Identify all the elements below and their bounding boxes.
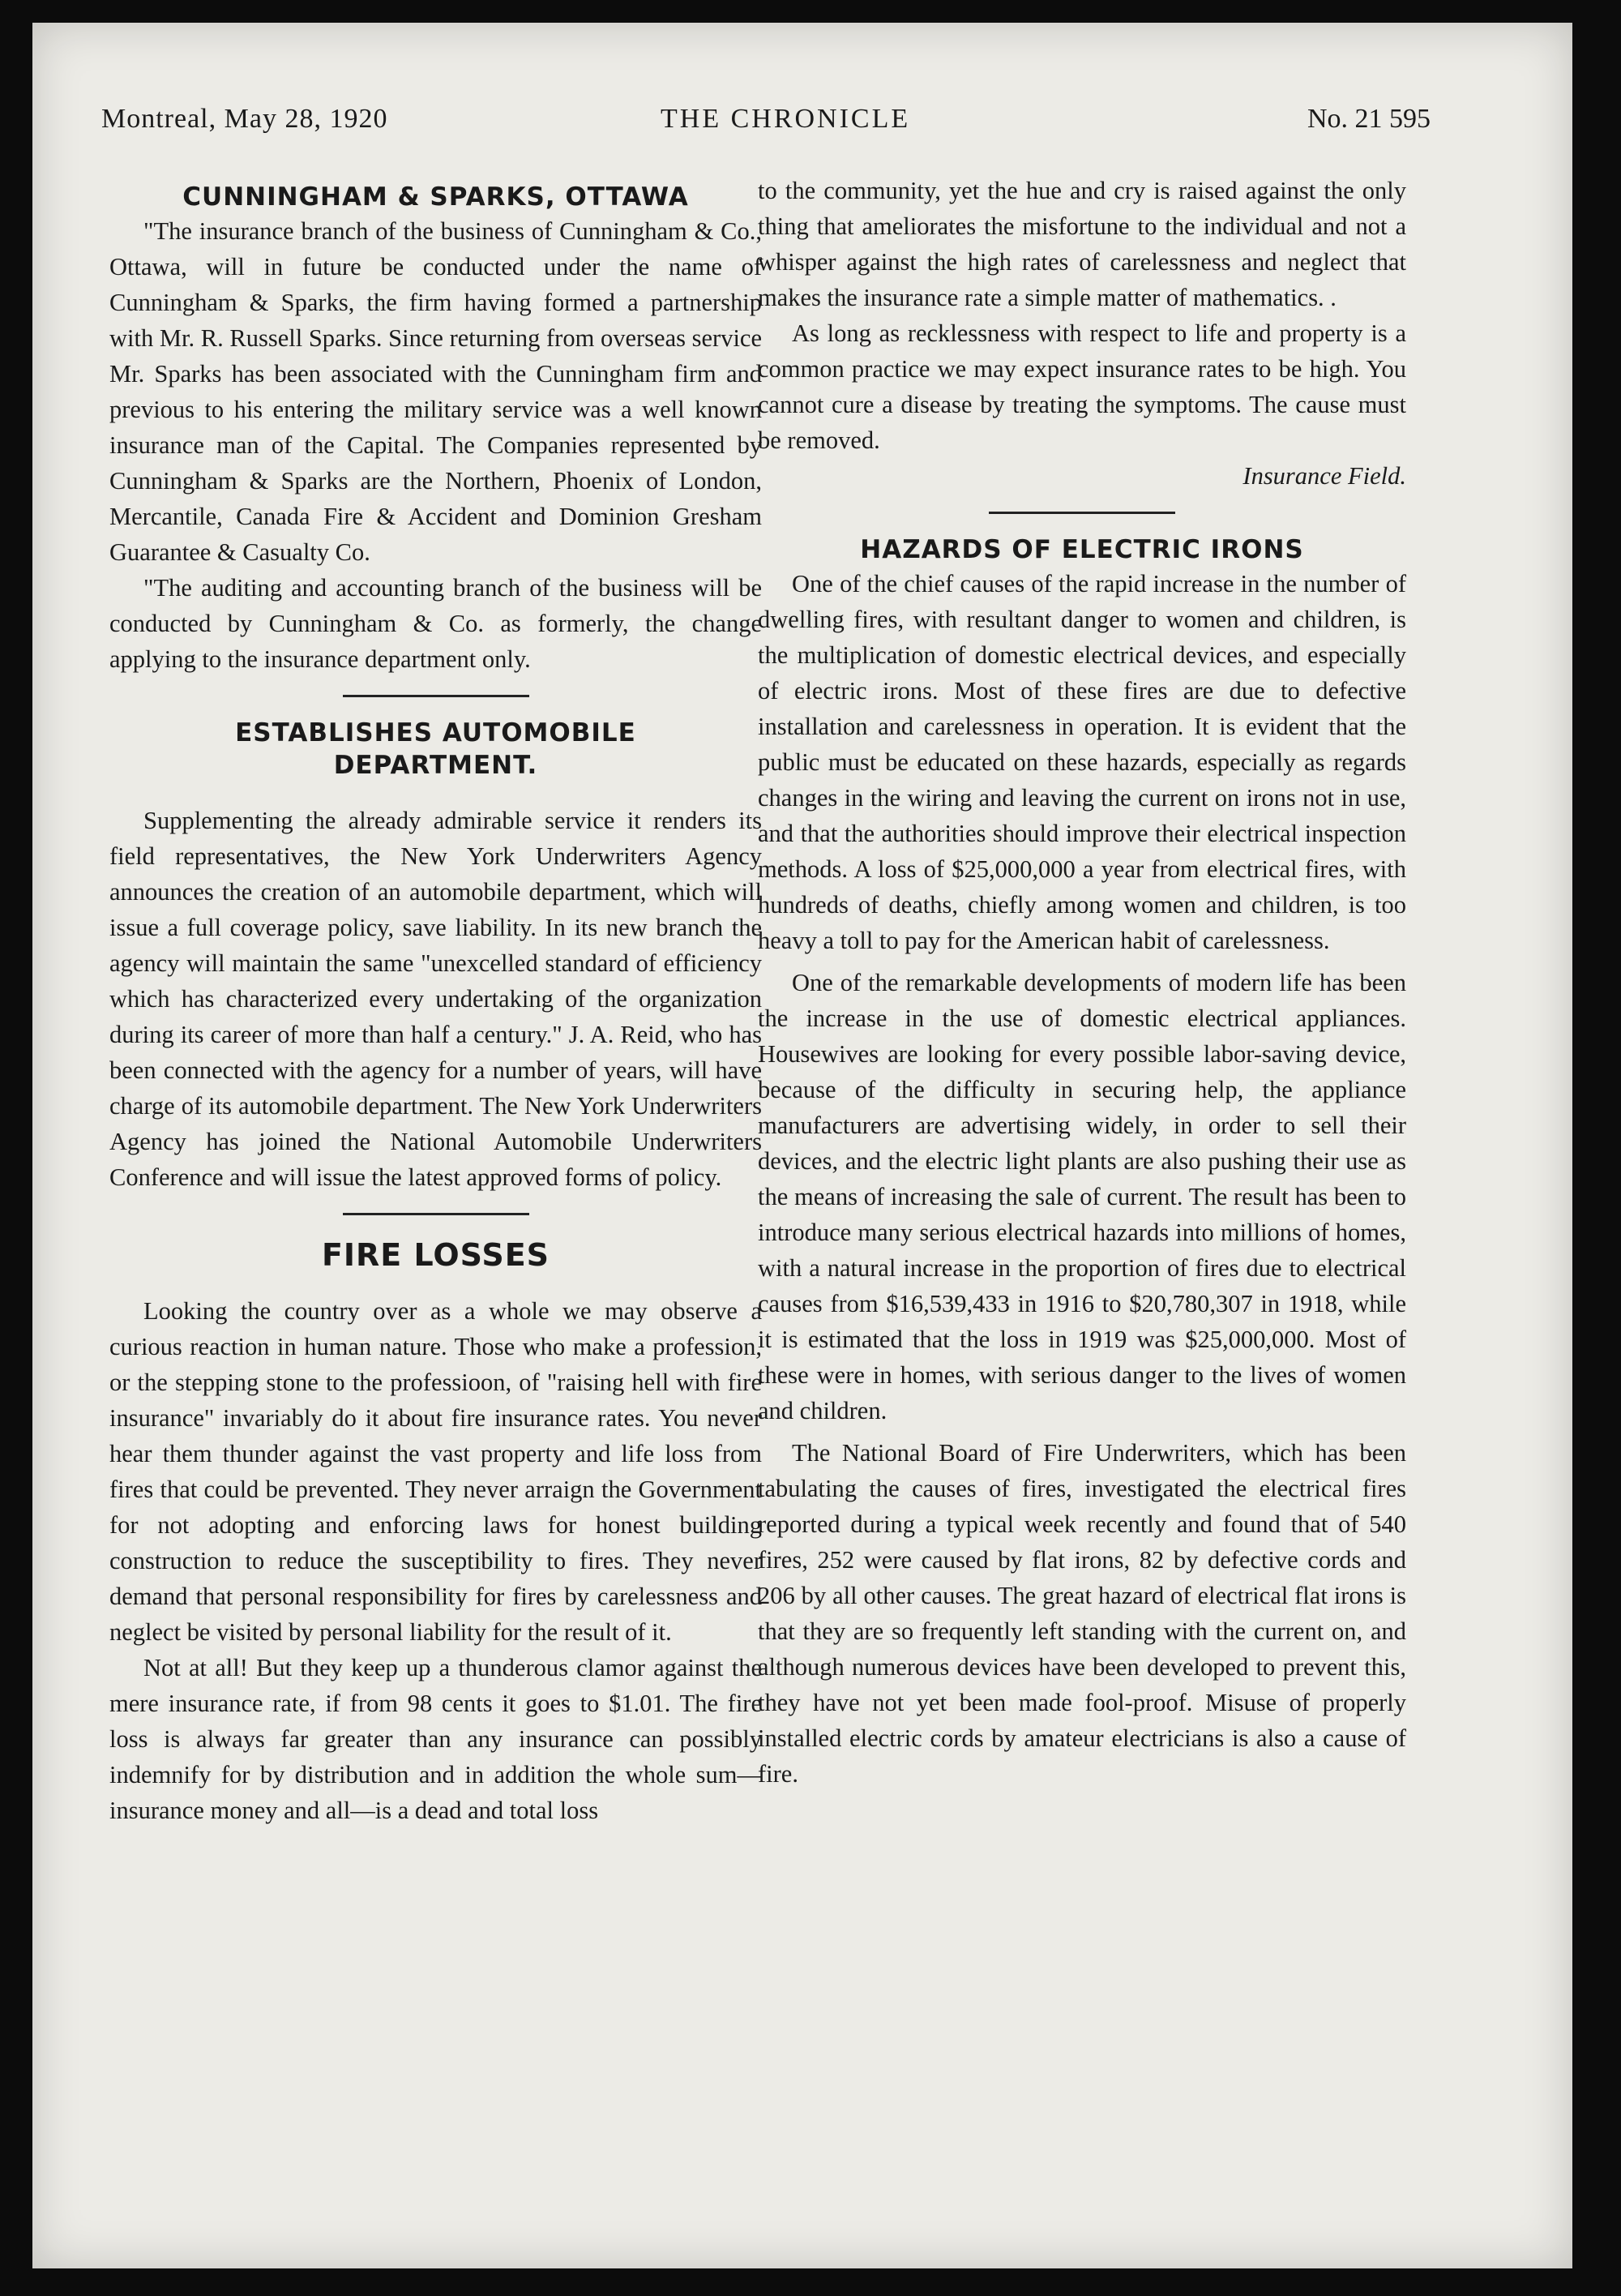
header-date: Montreal, May 28, 1920 xyxy=(101,104,388,134)
article-paragraph-continued: to the community, yet the hue and cry is raised against the only thing that ameliorates the misfortune to the individual and not a whisper against the high rates of carelessness and neglect that makes the insurance rate a simple matter of mathematics. . xyxy=(758,177,1406,311)
article-paragraph: One of the chief causes of the rapid increase in the number of dwelling fires, with resultant danger to women and children, is the multiplication of domestic electrical devices, and especially of electric irons. Most of these fires are due to defective installation and carelessness in operation. It is evident that the public must be educated on these hazards, especially as regards changes in the wiring and leaving the current on irons not in use, and that the authorities should improve their electrical inspection methods. A loss of $25,000,000 a year from electrical fires, with hundreds of deaths, chiefly among women and children, is too heavy a toll to pay for the American habit of carelessness. xyxy=(758,570,1406,954)
issue-page-number: No. 21 595 xyxy=(1307,104,1431,134)
article-title-cunningham-sparks: CUNNINGHAM & SPARKS, OTTAWA xyxy=(182,182,689,212)
article-paragraph: "The insurance branch of the business of Cunningham & Co., Ottawa, will in future be conducted under the name of Cunningham & Sparks, the firm having formed a partnership with Mr. R. Russell Sparks. Since returning from overseas service Mr. Sparks has been associated with the Cunningham firm and previous to his entering the military service was a well known insurance man of the Capital. The Companies represented by Cunningham & Sparks are the Northern, Phoenix of London, Mercantile, Canada Fire & Accident and Dominion Gresham Guarantee & Casualty Co. xyxy=(109,217,762,566)
article-paragraph: One of the remarkable developments of modern life has been the increase in the use of domestic electrical appliances. Housewives are looking for every possible labor-saving device, because of the difficulty in securing help, the appliance manufacturers are advertising widely, in order to sell their devices, and the electric light plants are also pushing their use as the means of increasing the sale of current. The result has been to introduce many serious electrical hazards into millions of homes, with a natural increase in the proportion of fires due to electrical causes from $16,539,433 in 1916 to $20,780,307 in 1918, while it is estimated that the loss in 1919 was $25,000,000. Most of these were in homes, with serious danger to the lives of women and children. xyxy=(758,969,1406,1424)
publication-title: THE CHRONICLE xyxy=(661,104,911,134)
section-divider xyxy=(343,1213,529,1215)
article-title-electric-irons: HAZARDS OF ELECTRIC IRONS xyxy=(860,535,1304,564)
page-header xyxy=(101,104,1431,152)
left-column xyxy=(109,181,762,1828)
article-paragraph: Not at all! But they keep up a thunderous clamor against the mere insurance rate, if from 98 cents it goes to $1.01. The fire loss is always far greater than any insurance can possibly indemnify for by distribution and in addition the whole sum—insurance money and all—is a dead and total loss xyxy=(109,1654,762,1824)
right-column xyxy=(758,173,1406,1792)
article-title-automobile-dept xyxy=(109,717,762,782)
article-paragraph: "The auditing and accounting branch of the business will be conducted by Cunningham & Co. as formerly, the change applying to the insurance department only. xyxy=(109,574,762,673)
article-paragraph: The National Board of Fire Underwriters, which has been tabulating the causes of fires, investigated the electrical fires reported during a typical week recently and found that of 540 fires, 252 were caused by flat irons, 82 by defective cords and 206 by all other causes. The great hazard of electrical flat irons is that they are so frequently left standing with the current on, and although numerous devices have been developed to prevent this, they have not yet been made fool-proof. Misuse of properly installed electric cords by amateur electricians is also a cause of fire. xyxy=(758,1439,1406,1788)
section-divider xyxy=(989,512,1175,514)
article-source: Insurance Field. xyxy=(1242,462,1406,490)
title-line: ESTABLISHES AUTOMOBILE xyxy=(235,718,636,747)
article-paragraph: As long as recklessness with respect to life and property is a common practice we may expect insurance rates to be high. You cannot cure a disease by treating the symptoms. The cause must be removed. xyxy=(758,319,1406,454)
article-paragraph: Looking the country over as a whole we may observe a curious reaction in human nature. Those who make a profession, or the stepping stone to the professioon, of "raising hell with fire insurance" invariably do it about fire insurance rates. You never hear them thunder against the vast property and life loss from fires that could be prevented. They never arraign the Government for not adopting and enforcing laws for honest building construction to reduce the susceptibility to fires. They never demand that personal responsibility for fires by carelessness and neglect be visited by personal liability for the result of it. xyxy=(109,1297,762,1646)
newspaper-page xyxy=(32,23,1572,2268)
title-line: DEPARTMENT. xyxy=(333,751,538,780)
section-divider xyxy=(343,695,529,697)
article-title-fire-losses: FIRE LOSSES xyxy=(321,1237,550,1273)
article-paragraph: Supplementing the already admirable service it renders its field representatives, the New York Underwriters Agency announces the creation of an automobile department, which will issue a full coverage policy, save liability. In its new branch the agency will maintain the same "unexcelled standard of efficiency which has characterized every undertaking of the organization during its career of more than half a century." J. A. Reid, who has been connected with the agency for a number of years, will have charge of its automobile department. The New York Underwriters Agency has joined the National Automobile Underwriters Conference and will issue the latest approved forms of policy. xyxy=(109,807,762,1191)
